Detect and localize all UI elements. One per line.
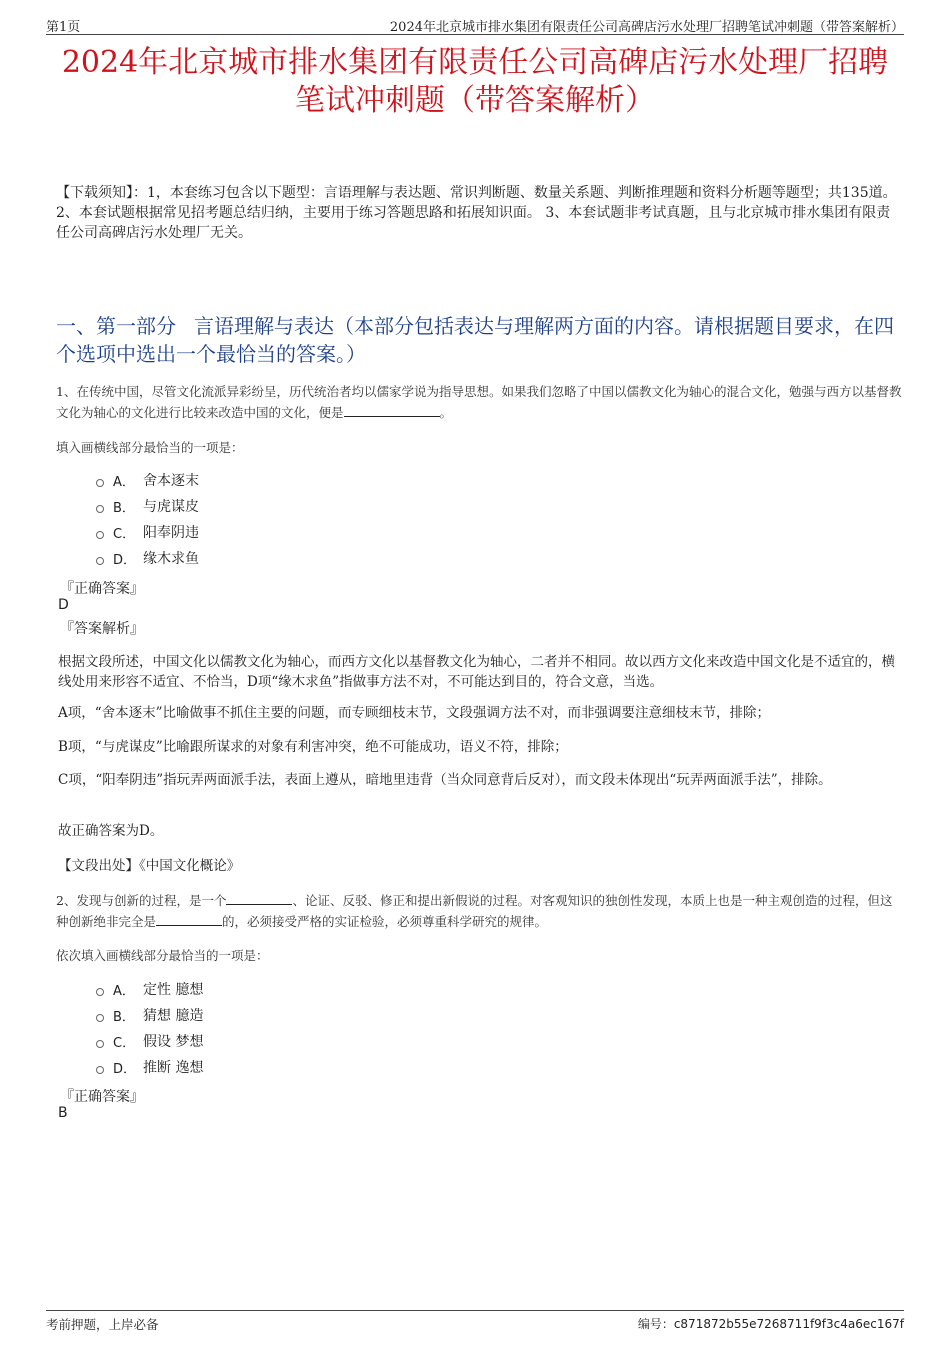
option-text: 缘木求鱼 bbox=[143, 551, 199, 567]
option-text: 与虎谋皮 bbox=[143, 499, 199, 515]
option-letter: B． bbox=[113, 500, 135, 516]
download-notice: 【下载须知】：1，本套练习包含以下题型：言语理解与表达题、常识判断题、数量关系题、判断推理题和资料分析题等题型；共135道。 2、本套试题根据常见招考题总结归纳，主要用于练习答题思路和拓展知识面。 3、本套试题非考试真题，且与北京城市排水集团有限责任公司高碑店污水处理厂无关。 bbox=[56, 185, 897, 241]
option-letter: D． bbox=[113, 1061, 137, 1077]
option-a[interactable] bbox=[96, 976, 203, 1002]
option-letter: C． bbox=[113, 526, 136, 542]
document-code bbox=[638, 1315, 904, 1332]
question-2-stem-3: 的，必须接受严格的实证检验，必须尊重科学研究的规律。 bbox=[222, 914, 548, 929]
radio-icon[interactable] bbox=[96, 1066, 104, 1074]
question-1-stem: 1、在传统中国，尽管文化流派异彩纷呈，历代统治者均以儒家学说为指导思想。如果我们忽略了中国以儒教文化为轴心的混合文化，勉强与西方以基督教文化为轴心的文化进行比较来改造中国的文化，便是 bbox=[56, 384, 902, 420]
page-header bbox=[46, 14, 904, 35]
correct-answer-label: 『正确答案』 bbox=[60, 1089, 144, 1105]
analysis-label: 『答案解析』 bbox=[60, 621, 144, 637]
code-label: 编号： bbox=[637, 1317, 674, 1331]
question-1-options bbox=[96, 467, 199, 571]
question-1-prompt: 填入画横线部分最恰当的一项是： bbox=[56, 440, 244, 455]
option-text: 猜想 臆造 bbox=[143, 1008, 204, 1024]
analysis-paragraph-b: B项，“与虎谋皮”比喻跟所谋求的对象有利害冲突，绝不可能成功，语义不符，排除； bbox=[58, 739, 568, 755]
title-line-2: 笔试冲刺题（带答案解析） bbox=[295, 83, 655, 118]
correct-answer: B bbox=[58, 1105, 68, 1121]
option-c[interactable] bbox=[96, 519, 199, 545]
option-letter: A． bbox=[113, 474, 135, 490]
option-d[interactable] bbox=[96, 1054, 203, 1080]
code-value: c871872b55e7268711f9f3c4a6ec167f bbox=[673, 1317, 904, 1331]
page-number: 第1页 bbox=[46, 20, 81, 35]
option-text: 推断 逸想 bbox=[143, 1060, 204, 1076]
question-1-stem-end: 。 bbox=[439, 405, 453, 420]
analysis-paragraph-1: 根据文段所述，中国文化以儒教文化为轴心，而西方文化以基督教文化为轴心，二者并不相同。故以西方文化来改造中国文化是不适宜的，横线处用来形容不适宜、不恰当，D项“缘木求鱼”指做事方法不对，不可能达到目的，符合文意，当选。 bbox=[58, 654, 895, 690]
option-letter: C． bbox=[113, 1035, 136, 1051]
option-b[interactable] bbox=[96, 493, 199, 519]
correct-answer: D bbox=[58, 597, 69, 613]
title-line-1: 2024年北京城市排水集团有限责任公司高碑店污水处理厂招聘 bbox=[61, 45, 889, 80]
radio-icon[interactable] bbox=[96, 1040, 104, 1048]
question-2-stem-1: 2、发现与创新的过程，是一个 bbox=[56, 893, 227, 908]
text-source: 【文段出处】《中国文化概论》 bbox=[58, 858, 241, 874]
option-letter: B． bbox=[113, 1009, 135, 1025]
footer-slogan: 考前押题，上岸必备 bbox=[46, 1317, 159, 1332]
option-d[interactable] bbox=[96, 545, 199, 571]
section-heading-text: 言语理解与表达（本部分包括表达与理解两方面的内容。请根据题目要求，在四个选项中选出一个最恰当的答案。） bbox=[56, 314, 894, 366]
radio-icon[interactable] bbox=[96, 531, 104, 539]
option-letter: D． bbox=[113, 552, 137, 568]
question-2-stem-2: 、论证、反驳、修正和提出新假说的过程。对客观知识的独创性发现，本质上也是一种主观创造的过程，但这种创新绝非完全是 bbox=[56, 893, 893, 929]
option-text: 舍本逐末 bbox=[143, 473, 199, 489]
running-title: 2024年北京城市排水集团有限责任公司高碑店污水处理厂招聘笔试冲刺题（带答案解析） bbox=[389, 20, 904, 35]
page-footer bbox=[46, 1310, 904, 1333]
document-title bbox=[40, 44, 910, 120]
analysis-conclusion: 故正确答案为D。 bbox=[58, 823, 164, 839]
question-2-prompt: 依次填入画横线部分最恰当的一项是： bbox=[56, 948, 269, 963]
option-text: 阳奉阴违 bbox=[143, 525, 199, 541]
correct-answer-label: 『正确答案』 bbox=[60, 581, 144, 597]
option-text: 定性 臆想 bbox=[143, 982, 204, 998]
radio-icon[interactable] bbox=[96, 557, 104, 565]
answer-blank bbox=[226, 890, 292, 905]
option-a[interactable] bbox=[96, 467, 199, 493]
section-part: 一、第一部分 bbox=[56, 314, 176, 338]
radio-icon[interactable] bbox=[96, 479, 104, 487]
radio-icon[interactable] bbox=[96, 988, 104, 996]
option-text: 假设 梦想 bbox=[143, 1034, 204, 1050]
answer-blank bbox=[344, 402, 440, 417]
option-letter: A． bbox=[113, 983, 135, 999]
question-1-text bbox=[56, 382, 902, 423]
analysis-paragraph-c: C项，“阳奉阴违”指玩弄两面派手法，表面上遵从，暗地里违背（当众同意背后反对），而文段未体现出“玩弄两面派手法”，排除。 bbox=[58, 772, 832, 788]
radio-icon[interactable] bbox=[96, 505, 104, 513]
radio-icon[interactable] bbox=[96, 1014, 104, 1022]
option-b[interactable] bbox=[96, 1002, 203, 1028]
answer-blank bbox=[156, 911, 222, 926]
question-2-text bbox=[56, 890, 902, 932]
question-2-options bbox=[96, 976, 203, 1080]
section-heading bbox=[56, 312, 900, 368]
option-c[interactable] bbox=[96, 1028, 203, 1054]
analysis-paragraph-a: A项，“舍本逐末”比喻做事不抓住主要的问题，而专顾细枝末节，文段强调方法不对，而非强调要注意细枝末节，排除； bbox=[58, 705, 771, 721]
